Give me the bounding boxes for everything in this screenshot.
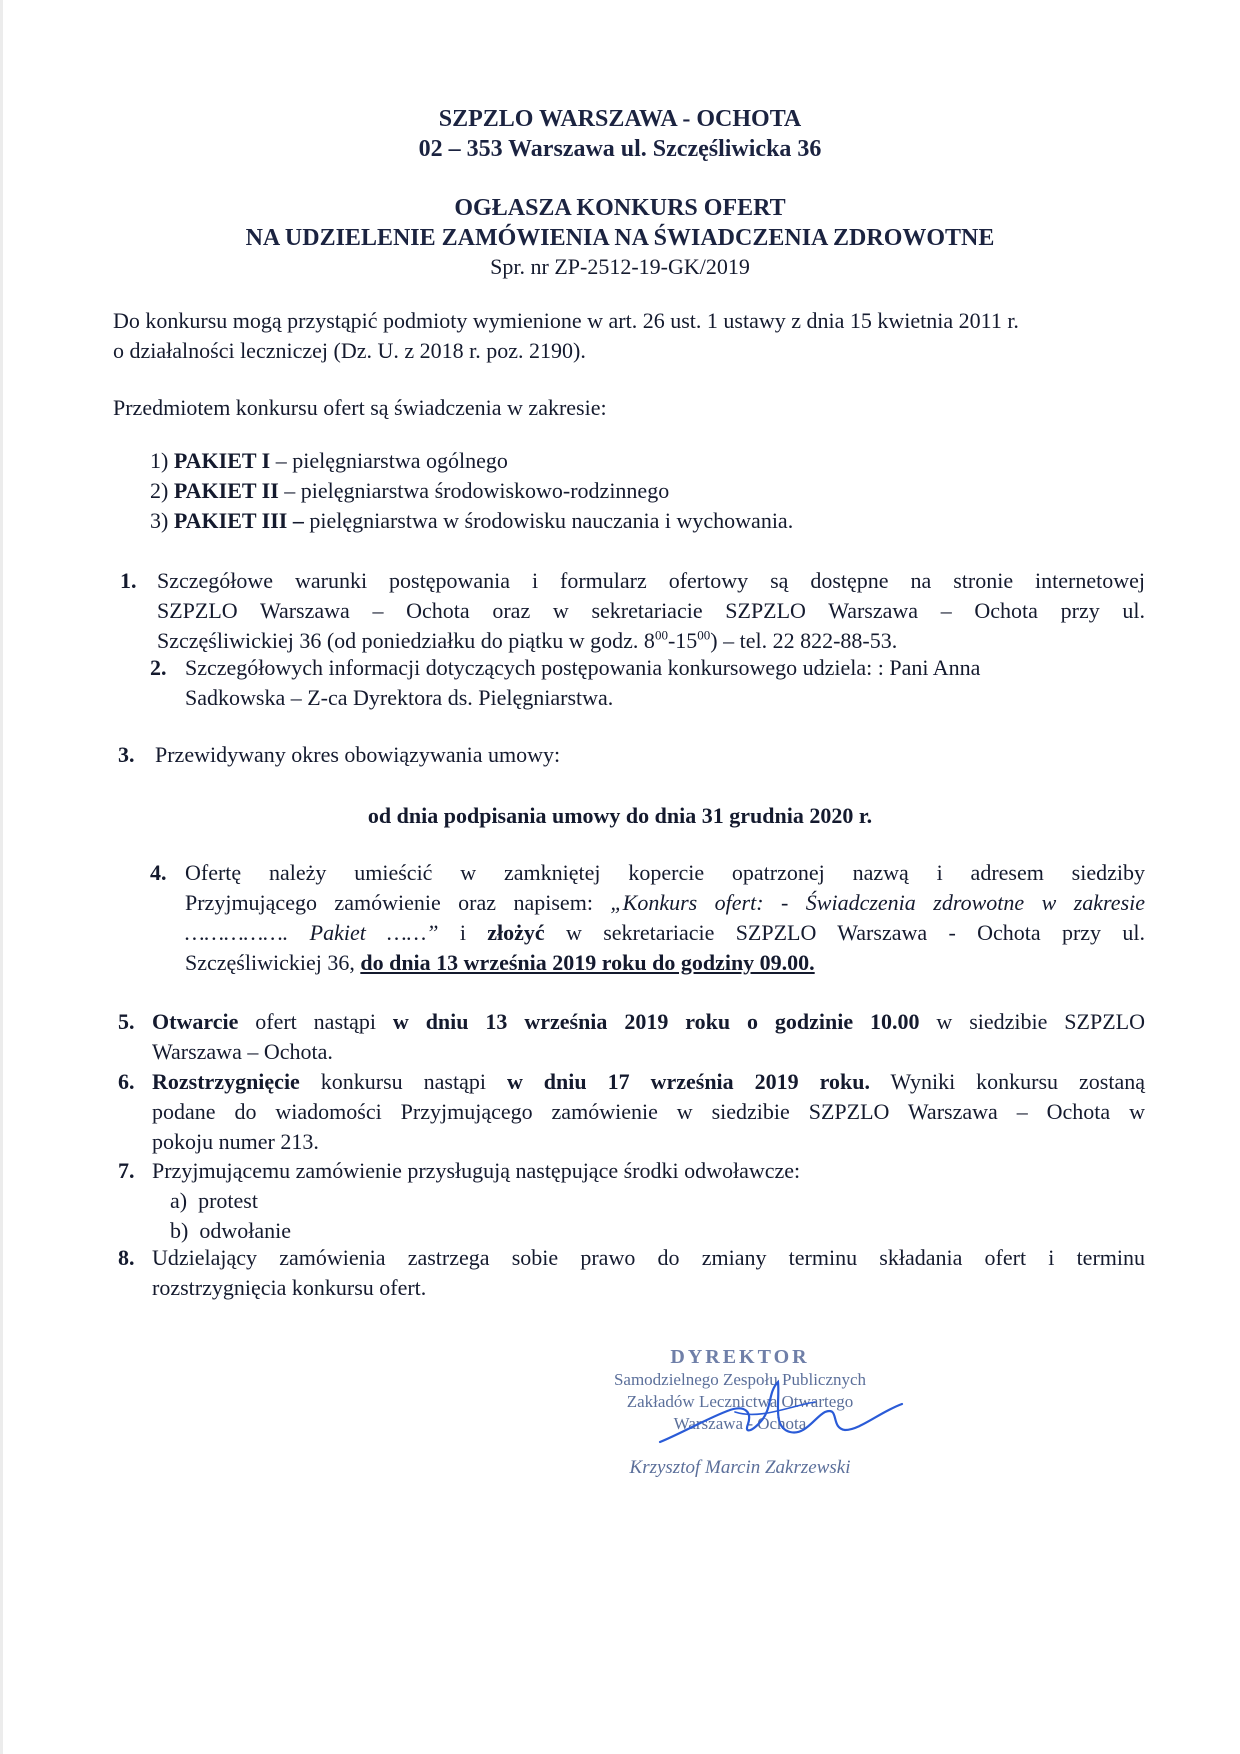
- appeal-option-b: b) odwołanie: [170, 1218, 291, 1243]
- deadline: do dnia 13 września 2019 roku do godziny 09.00.: [360, 950, 815, 975]
- org-address: 02 – 353 Warszawa ul. Szczęśliwicka 36: [418, 136, 822, 162]
- package-item-1: 1) PAKIET I – pielęgniarstwa ogólnego: [150, 448, 508, 473]
- item-2-text: Szczegółowych informacji dotyczących postępowania konkursowego udziela: : Pani Anna Sadkowska – Z-ca Dyrektora ds. Pielęgniarstwa.: [185, 655, 981, 710]
- item-number-3: 3.: [118, 742, 135, 767]
- item-number-7: 7.: [118, 1158, 135, 1183]
- subject-line: Przedmiotem konkursu ofert są świadczenia w zakresie:: [113, 395, 607, 420]
- package-item-3: 3) PAKIET III – pielęgniarstwa w środowisku nauczania i wychowania.: [150, 508, 794, 533]
- intro-line-1: Do konkursu mogą przystąpić podmioty wymienione w art. 26 ust. 1 ustawy z dnia 15 kwietnia 2011 r.: [113, 308, 1019, 333]
- item-number-2: 2.: [150, 655, 167, 680]
- item-number-8: 8.: [118, 1245, 135, 1270]
- intro-line-2: o działalności leczniczej (Dz. U. z 2018 r. poz. 2190).: [113, 338, 586, 363]
- item-6-text: Rozstrzygnięcie konkursu nastąpi w dniu 17 września 2019 roku. Wyniki konkursu zostaną podane do wiadomości Przyjmującego zamówienie w siedzibie SZPZLO Warszawa – Ochota w pokoju numer 213.: [152, 1069, 1145, 1154]
- item-number-6: 6.: [118, 1069, 135, 1094]
- intro-paragraph: [113, 306, 1145, 366]
- appeal-option-a: a) protest: [170, 1188, 258, 1213]
- item-5-text: Otwarcie ofert nastąpi w dniu 13 września 2019 roku o godzinie 10.00 w siedzibie SZPZLO Warszawa – Ochota.: [152, 1009, 1145, 1064]
- stamp-line-1: Samodzielnego Zespołu Publicznych: [613, 1370, 867, 1389]
- title-line-1: OGŁASZA KONKURS OFERT: [454, 195, 786, 221]
- reference-number: Spr. nr ZP-2512-19-GK/2019: [490, 254, 750, 279]
- item-4-text: Ofertę należy umieścić w zamkniętej kopercie opatrzonej nazwą i adresem siedziby Przyjmującego zamówienie oraz napisem: „Konkurs ofert: - Świadczenia zdrowotne w zakresie ……………. Pakiet ……” i złożyć w sekretariacie SZPZLO Warszawa - Ochota przy ul. Szczęśliwickiej 36, do dnia 13 września 2019 roku do godziny 09.00.: [185, 860, 1146, 975]
- org-name: SZPZLO WARSZAWA - OCHOTA: [438, 106, 802, 132]
- package-list: [150, 446, 950, 536]
- item-8-text: Udzielający zamówienia zastrzega sobie prawo do zmiany terminu składania ofert i terminu rozstrzygnięcia konkursu ofert.: [152, 1245, 1145, 1300]
- item-1-text: Szczegółowe warunki postępowania i formularz ofertowy są dostępne na stronie internetowej SZPZLO Warszawa – Ochota oraz w sekretariacie SZPZLO Warszawa – Ochota przy ul. Szczęśliwickiej 36 (od poniedziałku do piątku w godz. $8^{00}-15^{00}$) – tel. 22 822-88-53.: [157, 568, 1145, 653]
- item-number-5: 5.: [118, 1009, 135, 1034]
- package-item-2: 2) PAKIET II – pielęgniarstwa środowiskowo-rodzinnego: [150, 478, 670, 503]
- item-number-4: 4.: [150, 860, 167, 885]
- item-7-text: Przyjmującemu zamówienie przysługują następujące środki odwoławcze: a) protest b) odwołanie: [152, 1156, 1145, 1246]
- stamp-director-name: Krzysztof Marcin Zakrzewski: [629, 1457, 851, 1478]
- stamp-title: DYREKTOR: [670, 1346, 810, 1368]
- item-3-text: Przewidywany okres obowiązywania umowy:: [155, 742, 561, 767]
- title-line-2: NA UDZIELENIE ZAMÓWIENIA NA ŚWIADCZENIA ZDROWOTNE: [245, 225, 995, 251]
- stamp-line-3: Warszawa - Ochota: [673, 1414, 807, 1433]
- item-number-1: 1.: [120, 568, 137, 593]
- handwritten-signature: [640, 1372, 910, 1462]
- contract-period: od dnia podpisania umowy do dnia 31 grudnia 2020 r.: [367, 803, 873, 828]
- stamp-line-2: Zakładów Lecznictwa Otwartego: [626, 1392, 854, 1411]
